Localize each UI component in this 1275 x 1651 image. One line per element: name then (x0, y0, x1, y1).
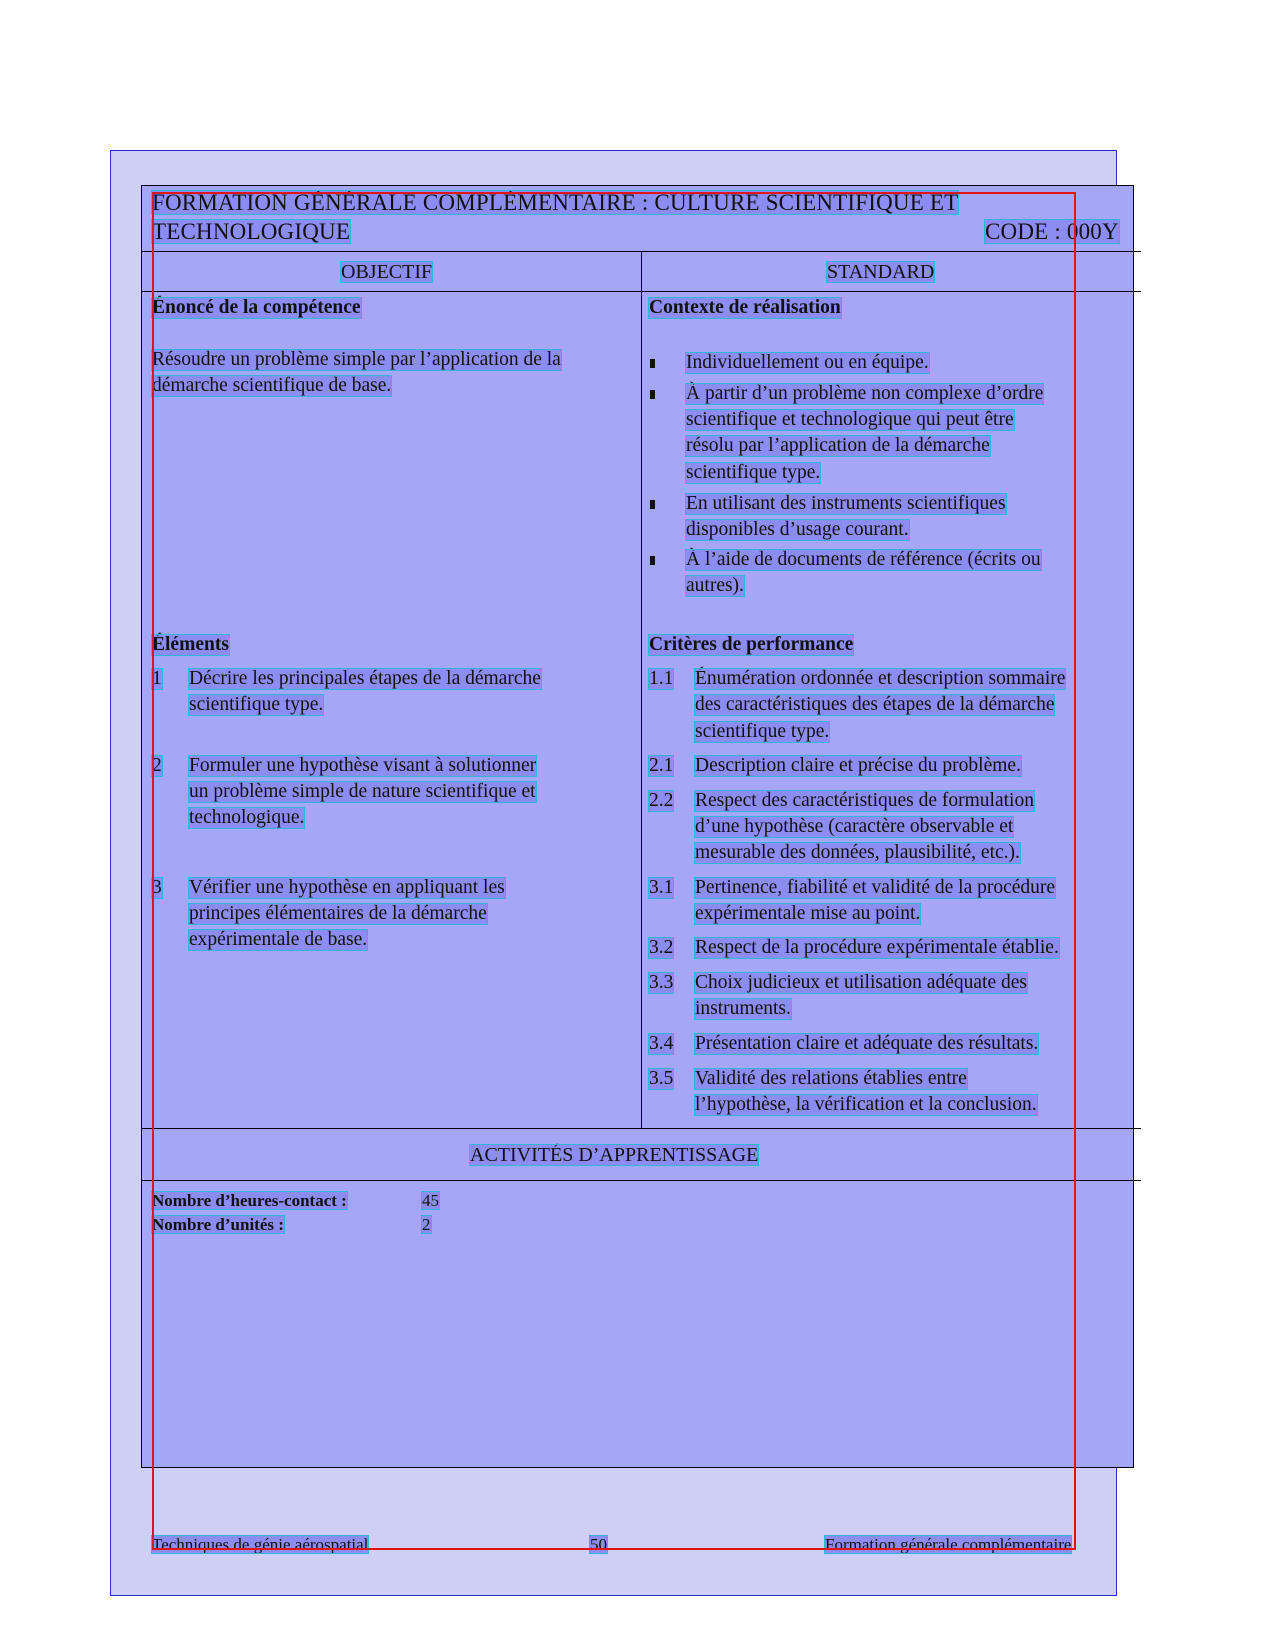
bullet-icon (650, 390, 655, 399)
column-header-standard: STANDARD (827, 261, 935, 283)
column-header-objectif: OBJECTIF (341, 261, 433, 283)
footer-program: Techniques de génie aérospatial (152, 1535, 369, 1554)
element-line: Décrire les principales étapes de la démarche (189, 668, 541, 689)
context-item-line: disponibles d’usage courant. (686, 519, 909, 540)
element-line: Vérifier une hypothèse en appliquant les (189, 877, 505, 898)
footer-section: Formation générale complémentaire (825, 1535, 1072, 1554)
element-line: principes élémentaires de la démarche (189, 903, 487, 924)
criterion-line: Description claire et précise du problème. (695, 755, 1021, 776)
context-item-line: En utilisant des instruments scientifiques (686, 493, 1006, 514)
criterion-line: instruments. (695, 998, 791, 1019)
document-title-line2: TECHNOLOGIQUE (152, 219, 351, 244)
element-number: 3 (152, 877, 162, 898)
criterion-line: Respect des caractéristiques de formulation (695, 790, 1034, 811)
competence-heading: Énoncé de la compétence (152, 297, 361, 318)
criterion-line: d’une hypothèse (caractère observable et (695, 816, 1014, 837)
criterion-line: Respect de la procédure expérimentale établie. (695, 937, 1059, 958)
criterion-number: 3.4 (649, 1033, 674, 1054)
criterion-line: l’hypothèse, la vérification et la conclusion. (695, 1094, 1037, 1115)
elements-heading: Éléments (152, 634, 229, 655)
activities-heading: ACTIVITÉS D’APPRENTISSAGE (470, 1144, 759, 1166)
context-item-line: autres). (686, 575, 744, 596)
bullet-icon (650, 556, 655, 565)
criterion-number: 3.2 (649, 937, 674, 958)
element-line: expérimentale de base. (189, 929, 368, 950)
bullet-icon (650, 359, 655, 368)
units-label: Nombre d’unités : (152, 1215, 284, 1234)
footer-page-number: 50 (590, 1535, 607, 1554)
units-value: 2 (422, 1215, 431, 1234)
rule-activities-bottom (141, 1180, 1141, 1181)
element-line: technologique. (189, 807, 305, 828)
criterion-number: 3.5 (649, 1068, 674, 1089)
criterion-number: 3.3 (649, 972, 674, 993)
criterion-line: mesurable des données, plausibilité, etc.). (695, 842, 1020, 863)
hours-label: Nombre d’heures-contact : (152, 1191, 347, 1210)
column-divider (641, 251, 642, 1128)
competence-line: Résoudre un problème simple par l’application de la (152, 349, 561, 370)
context-heading: Contexte de réalisation (649, 297, 841, 318)
criterion-line: des caractéristiques des étapes de la démarche (695, 694, 1055, 715)
context-item-line: scientifique et technologique qui peut être (686, 409, 1014, 430)
criterion-line: Présentation claire et adéquate des résultats. (695, 1033, 1039, 1054)
course-code: CODE : 000Y (985, 219, 1119, 244)
bullet-icon (650, 500, 655, 509)
criterion-line: scientifique type. (695, 721, 830, 742)
context-item-line: Individuellement ou en équipe. (686, 352, 929, 373)
context-item-line: scientifique type. (686, 462, 821, 483)
criterion-line: Choix judicieux et utilisation adéquate des (695, 972, 1027, 993)
element-number: 2 (152, 755, 162, 776)
criterion-number: 2.2 (649, 790, 674, 811)
rule-activities-top (141, 1128, 1141, 1129)
element-line: un problème simple de nature scientifique et (189, 781, 536, 802)
document-title-line1: FORMATION GÉNÉRALE COMPLÉMENTAIRE : CULTURE SCIENTIFIQUE ET (152, 190, 959, 215)
element-number: 1 (152, 668, 162, 689)
criterion-line: Validité des relations établies entre (695, 1068, 967, 1089)
criterion-number: 2.1 (649, 755, 674, 776)
context-item-line: résolu par l’application de la démarche (686, 435, 990, 456)
context-item-line: À partir d’un problème non complexe d’ordre (686, 383, 1044, 404)
criterion-number: 1.1 (649, 668, 674, 689)
element-line: Formuler une hypothèse visant à solutionner (189, 755, 537, 776)
criterion-line: Énumération ordonnée et description sommaire (695, 668, 1066, 689)
context-item-line: À l’aide de documents de référence (écrits ou (686, 549, 1041, 570)
criterion-line: Pertinence, fiabilité et validité de la procédure (695, 877, 1056, 898)
competence-line: démarche scientifique de base. (152, 375, 392, 396)
criteria-heading: Critères de performance (649, 634, 854, 655)
hours-value: 45 (422, 1191, 439, 1210)
element-line: scientifique type. (189, 694, 324, 715)
criterion-number: 3.1 (649, 877, 674, 898)
criterion-line: expérimentale mise au point. (695, 903, 921, 924)
